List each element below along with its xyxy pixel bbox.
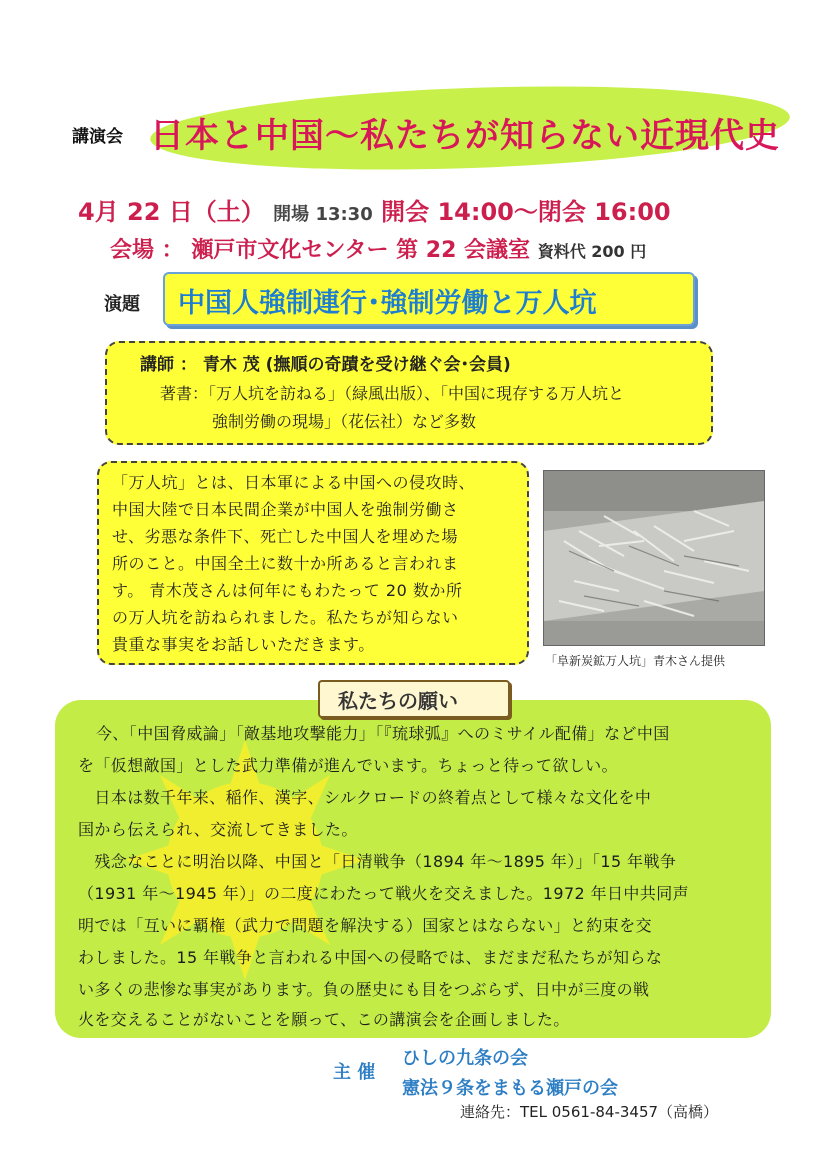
event-time: 開会 14:00～閉会 16:00 <box>381 198 671 226</box>
organizer-label: 主 催 <box>333 1062 376 1083</box>
wish-line: 日本は数千年来、稲作、漢字、シルクロードの終着点として様々な文化を中 <box>78 788 652 807</box>
wish-line: 火を交えることがないことを願って、この講演会を企画しました。 <box>78 1010 570 1029</box>
event-date: 4月 22 日（土） <box>78 198 265 226</box>
lecture-label: 講演会 <box>72 127 123 147</box>
speaker-name: 講師 ： 青木 茂 (撫順の奇蹟を受け継ぐ会･会員) <box>140 355 511 375</box>
wish-line: 国から伝えられ、交流してきました。 <box>78 820 358 839</box>
mass-grave-line: 貴重な事実をお話しいただきます。 <box>112 635 375 654</box>
wish-line: 今、「中国脅威論」「敵基地攻撃能力」「『琉球弧』へのミサイル配備」など中国 <box>96 724 670 743</box>
mass-grave-line: 「万人坑」とは、日本軍による中国への侵攻時、 <box>112 473 476 492</box>
photo-illustration <box>544 471 764 645</box>
wish-line: （1931 年～1945 年）」の二度にわたって戦火を交えました。1972 年日中共同声 <box>78 884 690 903</box>
mass-grave-line: 中国大陸で日本民間企業が中国人を強制労働さ <box>112 500 459 519</box>
page-title: 日本と中国～私たちが知らない近現代史 <box>150 116 780 156</box>
material-fee: 資料代 200 円 <box>537 242 647 261</box>
mass-grave-photo <box>543 470 765 646</box>
speaker-books-line-1: 著書：「万人坑を訪ねる」（緑風出版）、「中国に現存する万人坑と <box>160 384 625 403</box>
wish-line: 明では「互いに覇権（武力で問題を解決する）国家とはならない」と約束を交 <box>78 916 653 935</box>
mass-grave-line: せ、劣悪な条件下、死亡した中国人を埋めた場 <box>112 527 459 546</box>
mass-grave-line: 所のこと。中国全土に数十か所あると言われま <box>112 554 459 573</box>
open-doors-time: 開場 13:30 <box>273 204 373 225</box>
wish-line: 残念なことに明治以降、中国と「日清戦争（1894 年～1895 年）」「15 年戦争 <box>78 852 677 871</box>
speaker-books-line-2: 強制労働の現場」（花伝社）など多数 <box>212 412 477 431</box>
venue-line <box>110 233 646 264</box>
wish-line: わしました。15 年戦争と言われる中国への侵略では、まだまだ私たちが知らな <box>78 948 663 967</box>
photo-caption: 「阜新炭鉱万人坑」青木さん提供 <box>545 654 726 668</box>
topic-label: 演題 <box>104 294 140 315</box>
wish-line: い多くの悲惨な事実があります。負の歴史にも目をつぶらず、日中が三度の戦 <box>78 980 650 999</box>
wish-heading: 私たちの願い <box>338 689 458 713</box>
topic-title: 中国人強制連行･強制労働と万人坑 <box>178 288 597 319</box>
organizer-2: 憲法９条をまもる瀬戸の会 <box>402 1078 618 1099</box>
mass-grave-line: の万人坑を訪ねられました。私たちが知らない <box>112 608 459 627</box>
contact-info: 連絡先：TEL 0561-84-3457（高橋） <box>460 1103 719 1121</box>
mass-grave-line: す。 青木茂さんは何年にもわたって 20 数か所 <box>112 581 463 600</box>
venue: 会場 ： 瀬戸市文化センター 第 22 会議室 <box>110 238 531 263</box>
wish-line: を「仮想敵国」とした武力準備が進んでいます。ちょっと待って欲しい。 <box>78 756 618 775</box>
organizer-1: ひしの九条の会 <box>402 1048 528 1069</box>
event-date-line <box>78 192 671 227</box>
